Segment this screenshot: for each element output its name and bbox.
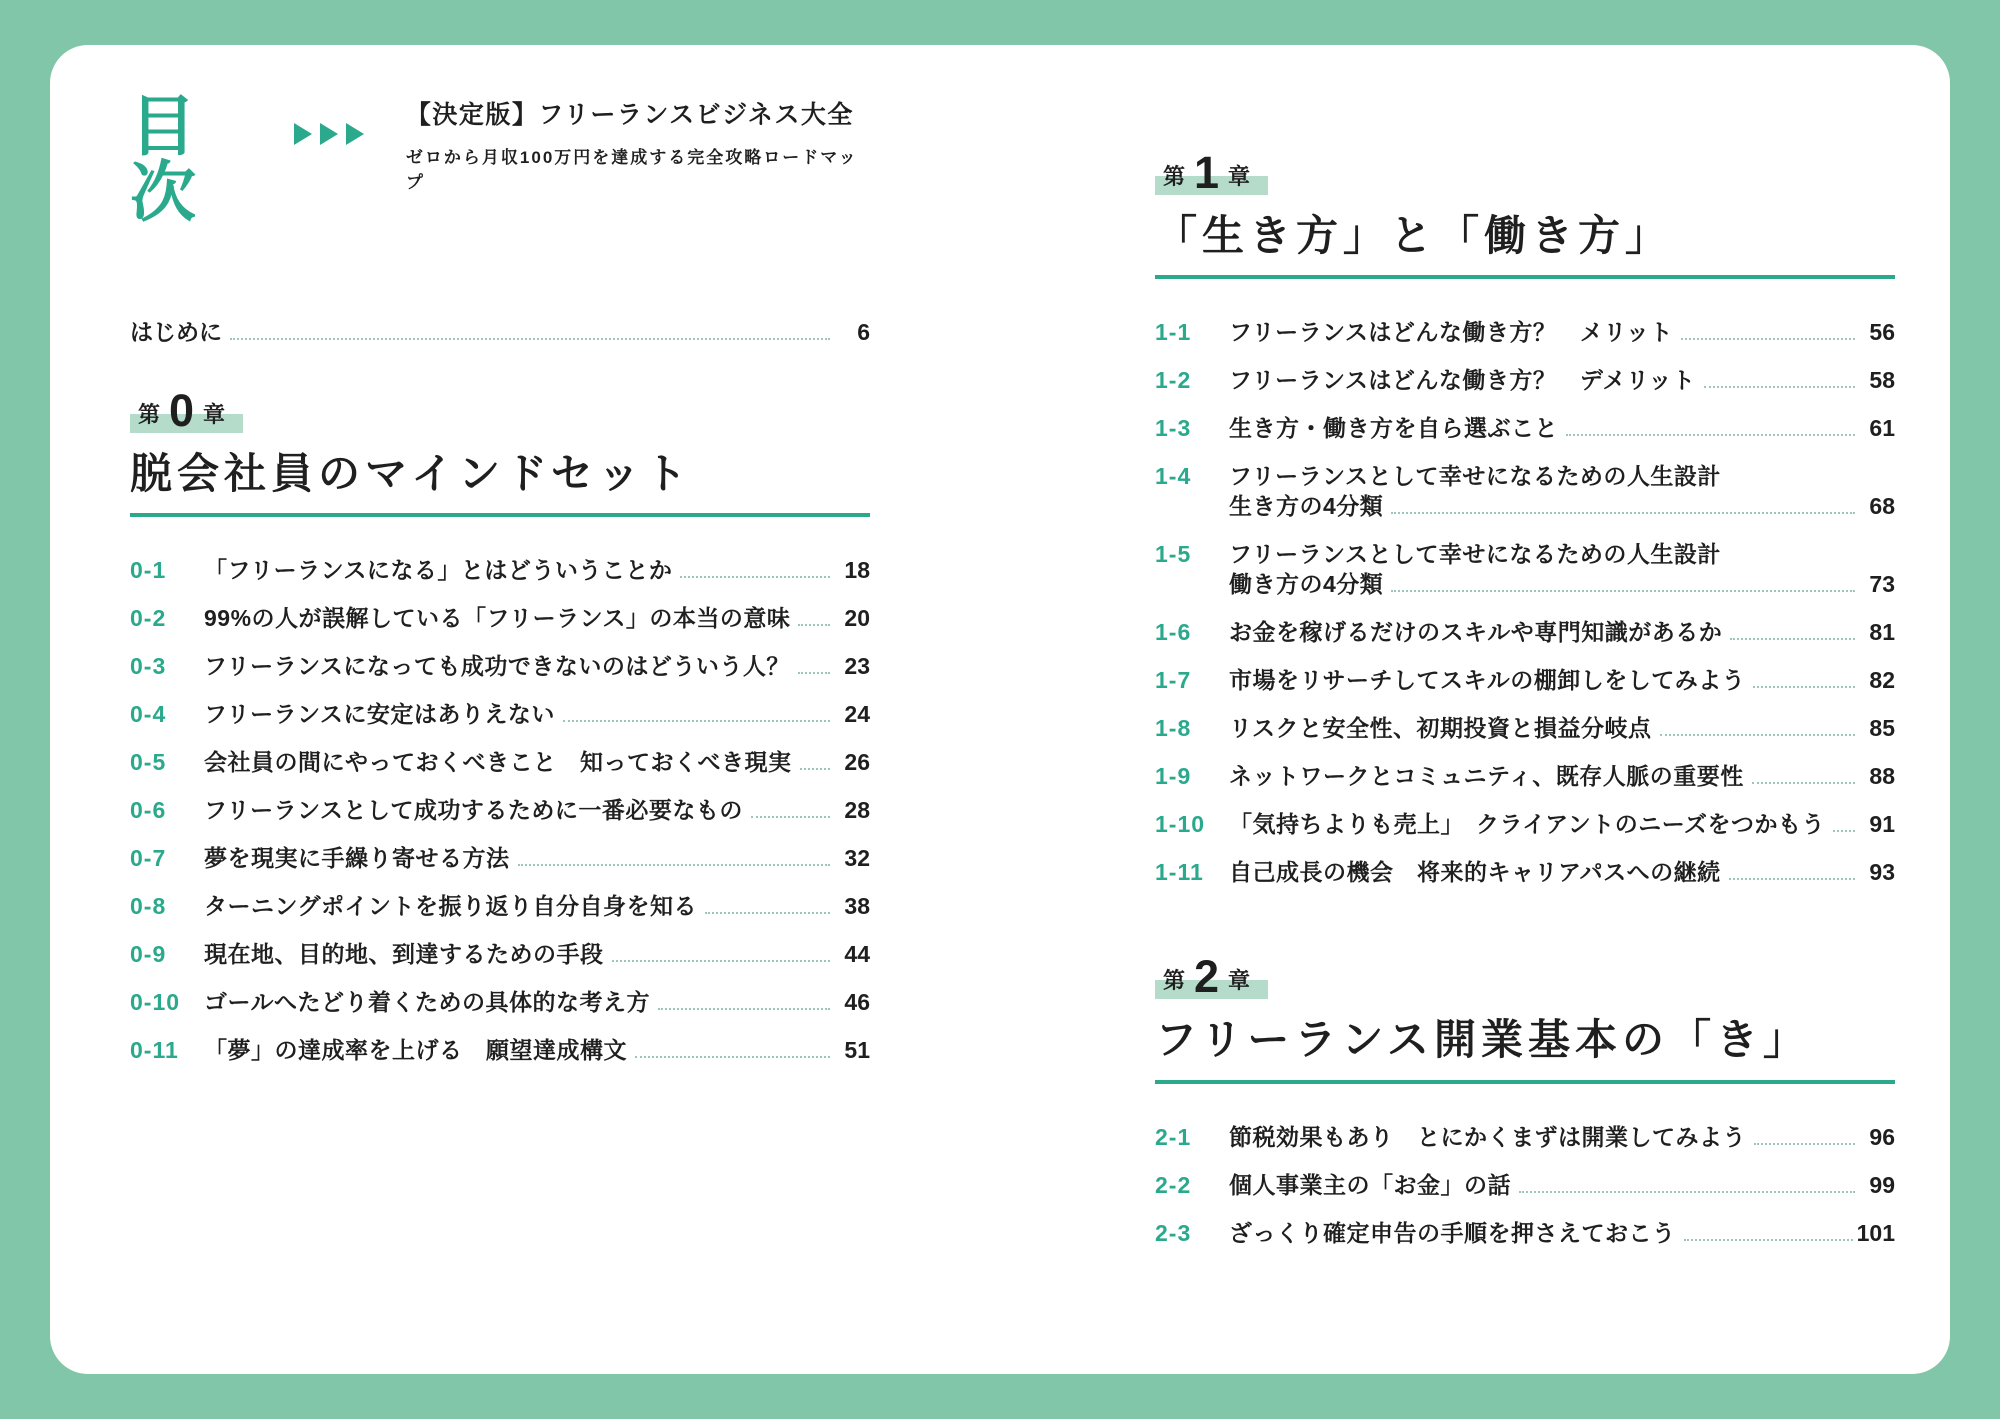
- toc-item-body: [204, 795, 870, 825]
- dotted-leader: [1681, 338, 1855, 340]
- toc-item-number: 1-7: [1155, 667, 1192, 694]
- dotted-leader: [635, 1056, 830, 1058]
- dotted-leader: [680, 576, 830, 578]
- right-column: [1155, 45, 1895, 1266]
- toc-item-body: [204, 603, 870, 633]
- toc-list: [1155, 1122, 1895, 1248]
- toc-item: [130, 747, 870, 777]
- toc-item: [1155, 413, 1895, 443]
- toc-item: [130, 555, 870, 585]
- toc-item: [1155, 365, 1895, 395]
- toc-item-number: 1-3: [1155, 415, 1192, 442]
- toc-item-title: フリーランスとして成功するために一番必要なもの: [204, 797, 743, 824]
- toc-item: [130, 939, 870, 969]
- dotted-leader: [612, 960, 831, 962]
- toc-item: [1155, 1218, 1895, 1248]
- toc-item: [1155, 461, 1895, 521]
- toc-item-title: 「フリーランスになる」とはどういうことか: [204, 557, 673, 584]
- toc-item-page: 81: [1869, 619, 1895, 646]
- toc-item-number: 0-7: [130, 845, 167, 872]
- triple-arrow-icon: [294, 123, 364, 145]
- toc-item-number: 2-2: [1155, 1171, 1192, 1198]
- dotted-leader: [798, 672, 830, 674]
- chapter-title: フリーランス開業基本の「き」: [1155, 1016, 1811, 1064]
- toc-item-line: [1229, 617, 1895, 647]
- dotted-leader: [1754, 1143, 1855, 1145]
- toc-item-body: [204, 987, 870, 1017]
- chapter-section-0: [130, 385, 870, 1065]
- toc-item-page: 68: [1869, 493, 1895, 520]
- toc-item-line: [204, 987, 870, 1017]
- toc-item-title: ターニングポイントを振り返り自分自身を知る: [204, 893, 698, 920]
- toc-item-number: 1-4: [1155, 463, 1192, 490]
- toc-item-body: [1229, 713, 1895, 743]
- toc-item-number: 2-1: [1155, 1123, 1192, 1150]
- chapter-label-number: 1: [1194, 147, 1220, 198]
- toc-item-line: [1229, 413, 1895, 443]
- toc-item-number: 1-9: [1155, 763, 1192, 790]
- toc-item-line: [1229, 761, 1895, 791]
- toc-item-title: ざっくり確定申告の手順を押さえておこう: [1229, 1219, 1676, 1246]
- toc-item-line: [1229, 569, 1895, 599]
- toc-item-number: 0-8: [130, 893, 167, 920]
- toc-item: [130, 603, 870, 633]
- toc-item-title: 個人事業主の「お金」の話: [1229, 1171, 1511, 1198]
- dotted-leader: [1684, 1239, 1853, 1241]
- toc-item-number: 0-6: [130, 797, 167, 824]
- chapter-underline: [130, 513, 870, 517]
- toc-item-line: [1229, 491, 1895, 521]
- toc-item: [130, 891, 870, 921]
- toc-item-number: 0-10: [130, 989, 181, 1016]
- toc-item-number: 0-5: [130, 749, 167, 776]
- toc-item: [1155, 539, 1895, 599]
- toc-item-page: 101: [1856, 1219, 1895, 1246]
- toc-list: [130, 555, 870, 1065]
- toc-item-number: 1-5: [1155, 541, 1192, 568]
- dotted-leader: [1833, 830, 1855, 832]
- toc-item-body: [1229, 761, 1895, 791]
- toc-item-title: フリーランスはどんな働き方？ デメリット: [1229, 367, 1696, 394]
- toc-item-line: [204, 555, 870, 585]
- toc-item-line: [1229, 809, 1895, 839]
- chapter-label-prefix: 第: [1163, 968, 1186, 994]
- dotted-leader: [1391, 512, 1855, 514]
- chapter-title: 「生き方」と「働き方」: [1155, 211, 1673, 259]
- toc-item-line: [1229, 713, 1895, 743]
- dotted-leader: [1752, 782, 1855, 784]
- toc-item-page: 23: [844, 653, 870, 680]
- toc-item-body: [1229, 539, 1895, 599]
- toc-item-body: [1229, 365, 1895, 395]
- arrow-icon: [294, 123, 312, 145]
- dotted-leader: [800, 768, 831, 770]
- toc-item-page: 96: [1869, 1123, 1895, 1150]
- intro-page-number: 6: [857, 319, 870, 345]
- toc-item: [130, 987, 870, 1017]
- toc-item-page: 82: [1869, 667, 1895, 694]
- arrow-icon: [346, 123, 364, 145]
- toc-item-line: [1229, 317, 1895, 347]
- toc-item-body: [1229, 1218, 1895, 1248]
- toc-item-body: [204, 843, 870, 873]
- dotted-leader: [798, 624, 830, 626]
- chapter-label: [130, 385, 243, 436]
- toc-item-body: [204, 699, 870, 729]
- chapter-label-prefix: 第: [138, 401, 161, 427]
- toc-item-page: 93: [1869, 859, 1895, 886]
- toc-item-page: 85: [1869, 715, 1895, 742]
- toc-item-body: [204, 747, 870, 777]
- chapter-section-2: [1155, 951, 1895, 1247]
- toc-item: [1155, 1170, 1895, 1200]
- toc-item-page: 56: [1869, 319, 1895, 346]
- toc-item: [1155, 761, 1895, 791]
- left-column: [130, 45, 870, 1083]
- toc-item: [1155, 617, 1895, 647]
- toc-item-title: 自己成長の機会 将来的キャリアパスへの継続: [1229, 859, 1721, 886]
- toc-item-page: 61: [1869, 415, 1895, 442]
- book-title-block: [406, 95, 870, 193]
- toc-item-body: [1229, 413, 1895, 443]
- toc-item-body: [1229, 1170, 1895, 1200]
- toc-item-title: 会社員の間にやっておくべきこと 知っておくべき現実: [204, 749, 792, 776]
- dotted-leader: [230, 338, 830, 340]
- toc-item-body: [1229, 317, 1895, 347]
- toc-item: [130, 843, 870, 873]
- arrow-icon: [320, 123, 338, 145]
- toc-item-line: [204, 1035, 870, 1065]
- toc-item-page: 32: [844, 845, 870, 872]
- toc-item-page: 91: [1869, 811, 1895, 838]
- chapter-label-number: 0: [169, 385, 195, 436]
- dotted-leader: [1729, 878, 1855, 880]
- toc-item: [1155, 1122, 1895, 1152]
- toc-item-page: 24: [844, 701, 870, 728]
- toc-item-page: 88: [1869, 763, 1895, 790]
- toc-item-number: 1-1: [1155, 319, 1192, 346]
- toc-item-number: 0-2: [130, 605, 167, 632]
- toc-item-page: 73: [1869, 571, 1895, 598]
- toc-item-title: 働き方の4分類: [1229, 571, 1384, 598]
- intro-row: [130, 317, 870, 347]
- toc-item: [1155, 713, 1895, 743]
- toc-item-title: 「夢」の達成率を上げる 願望達成構文: [204, 1037, 627, 1064]
- toc-item-number: 1-10: [1155, 811, 1206, 838]
- dotted-leader: [751, 816, 830, 818]
- toc-item-number: 0-11: [130, 1037, 179, 1064]
- chapter-label: [1155, 147, 1268, 198]
- toc-item-line: [204, 603, 870, 633]
- toc-item: [130, 699, 870, 729]
- chapter-label: [1155, 951, 1268, 1003]
- toc-item-title: 99%の人が誤解している「フリーランス」の本当の意味: [204, 605, 791, 632]
- toc-list: [1155, 317, 1895, 887]
- toc-item: [130, 795, 870, 825]
- chapter-label-number: 2: [1194, 951, 1220, 1003]
- toc-header: [130, 89, 870, 229]
- toc-item-number: 1-2: [1155, 367, 1192, 394]
- toc-item-number: 0-3: [130, 653, 167, 680]
- toc-item-line: [1229, 365, 1895, 395]
- chapter-label-suffix: 章: [203, 401, 226, 427]
- chapter-title: 脱会社員のマインドセット: [130, 449, 692, 497]
- dotted-leader: [1704, 386, 1855, 388]
- toc-item-line: [204, 891, 870, 921]
- toc-item-line: [204, 747, 870, 777]
- dotted-leader: [1519, 1191, 1855, 1193]
- toc-item-line: [1229, 1218, 1895, 1248]
- toc-item-line: [1229, 857, 1895, 887]
- toc-item-body: [1229, 617, 1895, 647]
- toc-item-line: [1229, 539, 1895, 569]
- toc-item-title: フリーランスになっても成功できないのはどういう人？: [204, 653, 790, 680]
- toc-item-title: 生き方の4分類: [1229, 493, 1384, 520]
- toc-item-line: [204, 699, 870, 729]
- toc-item-body: [204, 1035, 870, 1065]
- toc-item-page: 44: [844, 941, 870, 968]
- book-title: 【決定版】フリーランスビジネス大全: [405, 101, 854, 129]
- dotted-leader: [705, 912, 830, 914]
- toc-item-line: [204, 939, 870, 969]
- toc-item-number: 0-9: [130, 941, 167, 968]
- toc-item-page: 18: [844, 557, 870, 584]
- chapter-label-prefix: 第: [1163, 163, 1186, 189]
- toc-item-page: 38: [844, 893, 870, 920]
- toc-item: [130, 651, 870, 681]
- toc-item-number: 1-8: [1155, 715, 1192, 742]
- toc-item-body: [204, 555, 870, 585]
- toc-item-title: フリーランスとして幸せになるための人生設計: [1229, 541, 1721, 568]
- toc-item-number: 0-4: [130, 701, 167, 728]
- toc-item-number: 1-11: [1155, 859, 1204, 886]
- toc-item-title: 節税効果もあり とにかくまずは開業してみよう: [1229, 1123, 1746, 1150]
- toc-item-body: [204, 939, 870, 969]
- dotted-leader: [1391, 590, 1855, 592]
- toc-item-title: フリーランスに安定はありえない: [204, 701, 555, 728]
- toc-item-body: [1229, 857, 1895, 887]
- toc-item-line: [204, 795, 870, 825]
- chapter-section-1: [1155, 147, 1895, 887]
- toc-item-title: 「気持ちよりも売上」 クライアントのニーズをつかもう: [1229, 811, 1826, 838]
- toc-item-title: 現在地、目的地、到達するための手段: [204, 941, 604, 968]
- toc-item: [1155, 857, 1895, 887]
- toc-item: [1155, 317, 1895, 347]
- toc-item: [1155, 665, 1895, 695]
- toc-item-line: [1229, 665, 1895, 695]
- toc-item-title: リスクと安全性、初期投資と損益分岐点: [1229, 715, 1652, 742]
- chapter-label-suffix: 章: [1228, 163, 1251, 189]
- toc-item-title: ゴールへたどり着くための具体的な考え方: [204, 989, 651, 1016]
- toc-item-line: [204, 843, 870, 873]
- dotted-leader: [1730, 638, 1855, 640]
- toc-item-body: [1229, 665, 1895, 695]
- toc-item-body: [1229, 809, 1895, 839]
- dotted-leader: [563, 720, 830, 722]
- toc-item-page: 99: [1869, 1171, 1895, 1198]
- chapter-underline: [1155, 1080, 1895, 1084]
- toc-item-page: 51: [844, 1037, 870, 1064]
- toc-item-title: 生き方・働き方を自ら選ぶこと: [1229, 415, 1558, 442]
- toc-item-body: [1229, 461, 1895, 521]
- toc-item-title: お金を稼げるだけのスキルや専門知識があるか: [1229, 619, 1723, 646]
- toc-item-title: フリーランスとして幸せになるための人生設計: [1229, 463, 1721, 490]
- dotted-leader: [518, 864, 831, 866]
- toc-logo: 目次: [130, 89, 204, 229]
- toc-item-line: [1229, 461, 1895, 491]
- book-subtitle: ゼロから月収100万円を達成する完全攻略ロードマップ: [405, 148, 858, 192]
- toc-item-page: 20: [844, 605, 870, 632]
- toc-item-body: [204, 651, 870, 681]
- toc-page-card: [50, 45, 1950, 1374]
- chapter-label-suffix: 章: [1228, 968, 1251, 994]
- toc-item-line: [1229, 1170, 1895, 1200]
- toc-item-line: [204, 651, 870, 681]
- toc-item-body: [1229, 1122, 1895, 1152]
- toc-item: [1155, 809, 1895, 839]
- toc-item-number: 2-3: [1155, 1219, 1192, 1246]
- toc-item-number: 0-1: [130, 557, 167, 584]
- toc-item-title: 市場をリサーチしてスキルの棚卸しをしてみよう: [1229, 667, 1746, 694]
- toc-item-title: フリーランスはどんな働き方？ メリット: [1229, 319, 1673, 346]
- dotted-leader: [658, 1008, 830, 1010]
- toc-item-number: 1-6: [1155, 619, 1192, 646]
- dotted-leader: [1753, 686, 1855, 688]
- toc-item: [130, 1035, 870, 1065]
- dotted-leader: [1566, 434, 1855, 436]
- toc-item-title: ネットワークとコミュニティ、既存人脈の重要性: [1229, 763, 1744, 790]
- intro-label: はじめに: [130, 319, 222, 345]
- chapter-underline: [1155, 275, 1895, 279]
- toc-item-page: 28: [844, 797, 870, 824]
- dotted-leader: [1660, 734, 1855, 736]
- toc-item-page: 46: [844, 989, 870, 1016]
- toc-item-page: 58: [1869, 367, 1895, 394]
- toc-item-body: [204, 891, 870, 921]
- toc-item-title: 夢を現実に手繰り寄せる方法: [204, 845, 510, 872]
- toc-item-line: [1229, 1122, 1895, 1152]
- toc-item-page: 26: [844, 749, 870, 776]
